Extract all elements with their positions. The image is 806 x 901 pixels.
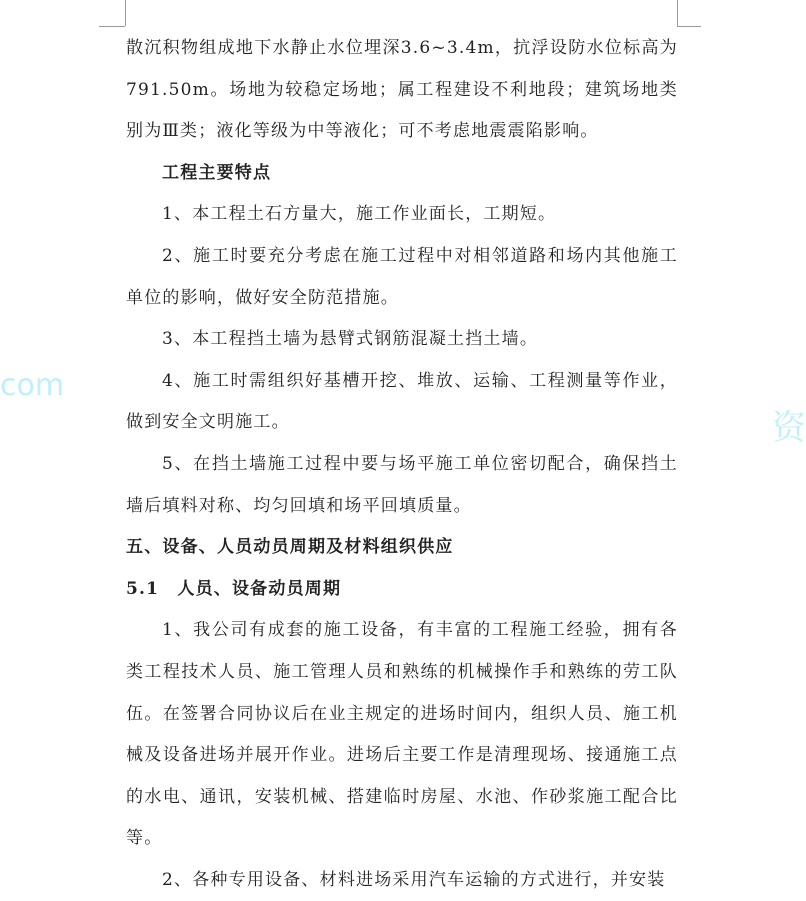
watermark-left: com [0, 368, 65, 403]
paragraph-feature-2: 2、施工时要充分考虑在施工过程中对相邻道路和场内其他施工单位的影响，做好安全防范措施。 [126, 245, 678, 308]
heading-section-5: 五、设备、人员动员周期及材料组织供应 [126, 537, 454, 558]
heading-section-5-1: 5.1 人员、设备动员周期 [126, 578, 342, 599]
crop-mark-top-right [677, 0, 678, 26]
crop-mark-top-left-horizontal [99, 26, 125, 27]
paragraph-feature-1: 1、本工程土石方量大，施工作业面长，工期短。 [162, 204, 557, 225]
paragraph-mobilization-1: 1、我公司有成套的施工设备，有丰富的工程施工经验，拥有各类工程技术人员、施工管理人员和熟练的机械操作手和熟练的劳工队伍。在签署合同协议后在业主规定的进场时间内，组织人员、施工机械及设备进场并展开作业。进场后主要工作是清理现场、接通施工点的水电、通讯，安装机械、搭建临时房屋、水池、作砂浆施工配合比等。 [126, 620, 678, 849]
crop-mark-top-left [125, 0, 126, 26]
document-body [126, 28, 678, 901]
watermark-right: 资 [772, 408, 806, 448]
paragraph-mobilization-2: 2、各种专用设备、材料进场采用汽车运输的方式进行，并安装 [162, 869, 666, 890]
paragraph-feature-3: 3、本工程挡土墙为悬臂式钢筋混凝土挡土墙。 [162, 329, 539, 350]
paragraph-feature-4: 4、施工时需组织好基槽开挖、堆放、运输、工程测量等作业，做到安全文明施工。 [126, 370, 678, 433]
heading-project-features: 工程主要特点 [162, 162, 272, 183]
paragraph-geology: 散沉积物组成地下水静止水位埋深3.6~3.4m，抗浮设防水位标高为791.50m。场地为较稳定场地；属工程建设不利地段；建筑场地类别为Ⅲ类；液化等级为中等液化；可不考虑地震震陷影响。 [126, 38, 678, 142]
crop-mark-top-right-horizontal [677, 26, 701, 27]
paragraph-feature-5: 5、在挡土墙施工过程中要与场平施工单位密切配合，确保挡土墙后填料对称、均匀回填和场平回填质量。 [126, 453, 678, 516]
